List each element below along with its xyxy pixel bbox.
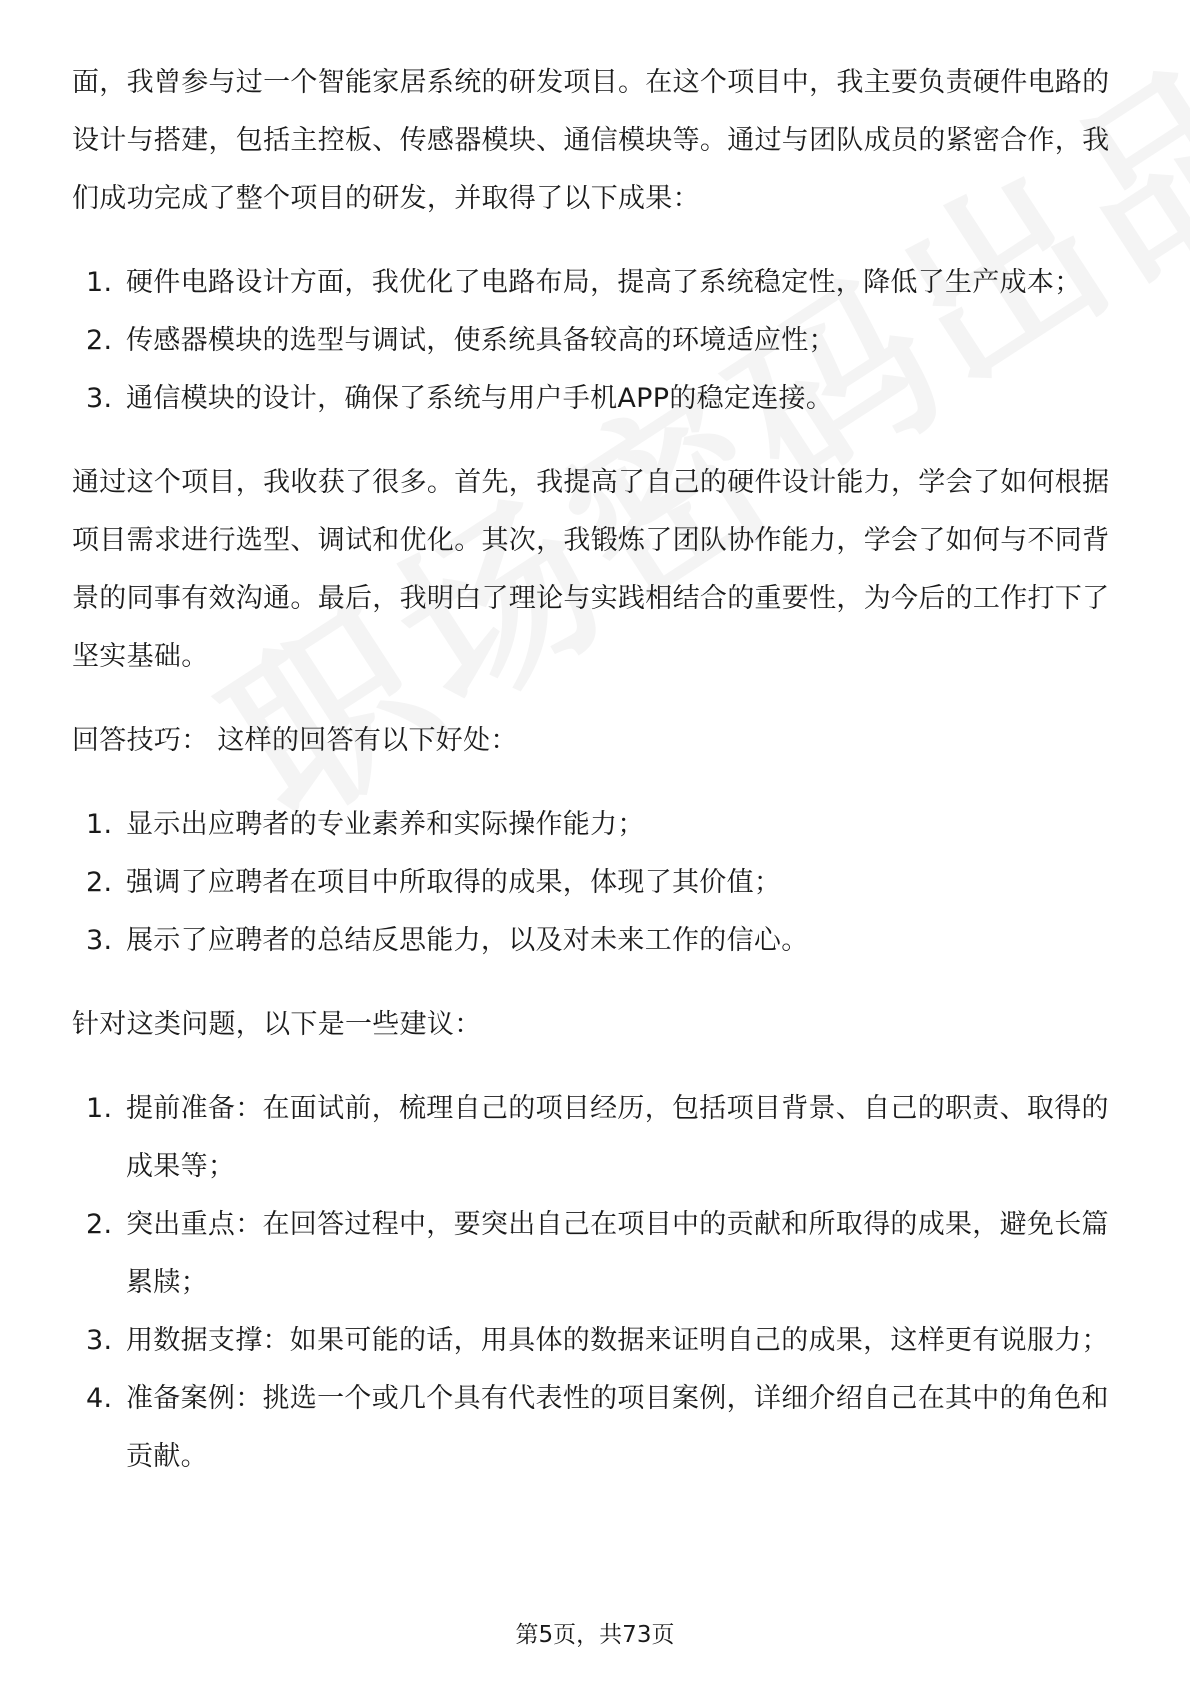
list-item-text: 显示出应聘者的专业素养和实际操作能力； [126,809,645,840]
list-item [72,854,1120,912]
list-item-text: 突出重点：在回答过程中，要突出自己在项目中的贡献和所取得的成果，避免长篇累牍； [126,1209,1109,1298]
list-item [72,912,1120,970]
list-item [72,796,1120,854]
list-item [72,1196,1120,1312]
paragraph-intro: 面，我曾参与过一个智能家居系统的研发项目。在这个项目中，我主要负责硬件电路的设计与搭建，包括主控板、传感器模块、通信模块等。通过与团队成员的紧密合作，我们成功完成了整个项目的研发，并取得了以下成果： [72,67,1110,214]
list-item [72,312,1120,370]
list-item-text: 展示了应聘者的总结反思能力，以及对未来工作的信心。 [126,925,809,956]
list-item-text: 硬件电路设计方面，我优化了电路布局，提高了系统稳定性，降低了生产成本； [126,267,1082,298]
list-item [72,1080,1120,1196]
list-item-text: 强调了应聘者在项目中所取得的成果，体现了其价值； [126,867,782,898]
advice-list [72,1080,1120,1486]
list-item-text: 通信模块的设计，确保了系统与用户手机APP的稳定连接。 [126,383,834,414]
list-item-text: 准备案例：挑选一个或几个具有代表性的项目案例，详细介绍自己在其中的角色和贡献。 [126,1383,1109,1472]
list-item-text: 提前准备：在面试前，梳理自己的项目经历，包括项目背景、自己的职责、取得的成果等； [126,1093,1109,1182]
list-number: 1. [86,809,113,840]
list-number: 3. [86,383,113,414]
list-number: 2. [86,1209,113,1240]
list-number: 1. [86,1093,113,1124]
benefits-list [72,796,1120,970]
document-body [72,54,1120,1512]
achievements-list [72,254,1120,428]
list-number: 2. [86,325,113,356]
paragraph-advice-heading: 针对这类问题，以下是一些建议： [72,1009,482,1040]
list-item [72,1370,1120,1486]
page-number: 第5页，共73页 [515,1622,675,1648]
list-number: 4. [86,1383,113,1414]
list-item-text: 传感器模块的选型与调试，使系统具备较高的环境适应性； [126,325,836,356]
list-number: 3. [86,925,113,956]
list-number: 3. [86,1325,113,1356]
paragraph-tips-heading: 回答技巧： 这样的回答有以下好处： [72,725,518,756]
paragraph-gains: 通过这个项目，我收获了很多。首先，我提高了自己的硬件设计能力，学会了如何根据项目需求进行选型、调试和优化。其次，我锻炼了团队协作能力，学会了如何与不同背景的同事有效沟通。最后，我明白了理论与实践相结合的重要性，为今后的工作打下了坚实基础。 [72,467,1110,672]
list-item [72,1312,1120,1370]
list-number: 1. [86,267,113,298]
list-number: 2. [86,867,113,898]
list-item [72,254,1120,312]
list-item-text: 用数据支撑：如果可能的话，用具体的数据来证明自己的成果，这样更有说服力； [126,1325,1109,1356]
list-item [72,370,1120,428]
